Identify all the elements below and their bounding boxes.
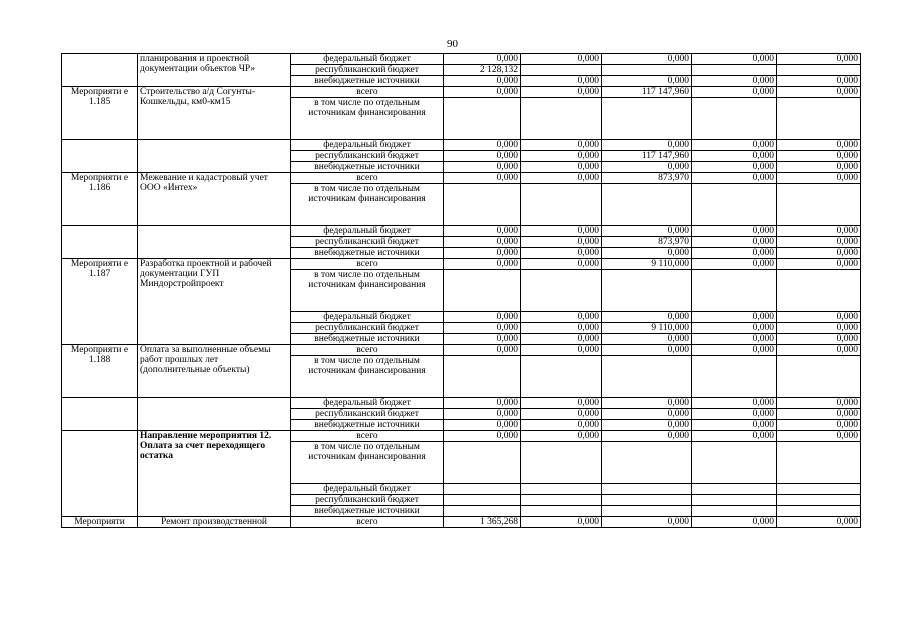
- value-cell-empty: [521, 442, 602, 484]
- value-cell-2: 0,000: [521, 87, 602, 98]
- value-cell-2: 0,000: [521, 226, 602, 237]
- measure-name: Разработка проектной и рабочей документации ГУП Миндорстройпроект: [138, 259, 291, 345]
- value-cell-1: [444, 484, 521, 495]
- value-cell-empty: [444, 442, 521, 484]
- table-row: [62, 87, 861, 98]
- value-cell-1: 0,000: [444, 420, 521, 431]
- funding-source: республиканский бюджет: [291, 237, 444, 248]
- value-cell-3: 873,970: [602, 237, 692, 248]
- measure-number: Мероприяти е 1.185: [62, 87, 138, 140]
- value-cell-empty: [692, 98, 777, 140]
- funding-source-total: всего: [291, 173, 444, 184]
- value-cell-empty: [777, 98, 861, 140]
- value-cell-4: [692, 495, 777, 506]
- value-cell-5: 0,000: [777, 76, 861, 87]
- measure-name: Ремонт производственной: [138, 517, 291, 528]
- value-cell-3: [602, 65, 692, 76]
- value-cell-5: 0,000: [777, 54, 861, 65]
- value-cell-1: 0,000: [444, 323, 521, 334]
- value-cell-5: 0,000: [777, 334, 861, 345]
- funding-source: федеральный бюджет: [291, 398, 444, 409]
- funding-source: республиканский бюджет: [291, 323, 444, 334]
- measure-number: [62, 140, 138, 173]
- value-cell-1: 0,000: [444, 312, 521, 323]
- funding-source: республиканский бюджет: [291, 495, 444, 506]
- value-cell-5: 0,000: [777, 237, 861, 248]
- value-cell-3: 117 147,960: [602, 151, 692, 162]
- value-cell-1: 0,000: [444, 140, 521, 151]
- value-cell-4: 0,000: [692, 237, 777, 248]
- value-cell-empty: [692, 356, 777, 398]
- value-cell-empty: [521, 356, 602, 398]
- value-cell-5: [777, 506, 861, 517]
- value-cell-1: 0,000: [444, 398, 521, 409]
- table-row: [62, 173, 861, 184]
- value-cell-4: 0,000: [692, 173, 777, 184]
- value-cell-2: [521, 484, 602, 495]
- funding-source: внебюджетные источники: [291, 162, 444, 173]
- value-cell-4: 0,000: [692, 76, 777, 87]
- value-cell-5: 0,000: [777, 517, 861, 528]
- value-cell-2: 0,000: [521, 173, 602, 184]
- value-cell-empty: [777, 356, 861, 398]
- value-cell-2: 0,000: [521, 517, 602, 528]
- measure-name: [138, 226, 291, 259]
- value-cell-2: 0,000: [521, 76, 602, 87]
- value-cell-4: 0,000: [692, 334, 777, 345]
- funding-breakdown-label: в том числе по отдельным источникам финансирования: [291, 356, 444, 398]
- table-row: [62, 226, 861, 237]
- table-row: [62, 345, 861, 356]
- value-cell-2: 0,000: [521, 420, 602, 431]
- measure-name: Строительство а/д Согунты-Кошкельды, км0-км15: [138, 87, 291, 140]
- table-row: [62, 140, 861, 151]
- funding-breakdown-label: в том числе по отдельным источникам финансирования: [291, 98, 444, 140]
- value-cell-empty: [777, 270, 861, 312]
- value-cell-4: 0,000: [692, 312, 777, 323]
- financing-table: [61, 53, 861, 528]
- value-cell-1: 0,000: [444, 54, 521, 65]
- value-cell-2: 0,000: [521, 409, 602, 420]
- funding-source: внебюджетные источники: [291, 334, 444, 345]
- value-cell-4: 0,000: [692, 398, 777, 409]
- funding-source: внебюджетные источники: [291, 420, 444, 431]
- value-cell-4: 0,000: [692, 517, 777, 528]
- value-cell-5: 0,000: [777, 248, 861, 259]
- value-cell-2: 0,000: [521, 54, 602, 65]
- funding-source: внебюджетные источники: [291, 506, 444, 517]
- value-cell-5: 0,000: [777, 162, 861, 173]
- table-row: [62, 54, 861, 65]
- funding-source: внебюджетные источники: [291, 76, 444, 87]
- table-row: [62, 398, 861, 409]
- value-cell-4: 0,000: [692, 431, 777, 442]
- value-cell-empty: [602, 270, 692, 312]
- value-cell-empty: [444, 270, 521, 312]
- value-cell-5: 0,000: [777, 226, 861, 237]
- value-cell-4: 0,000: [692, 323, 777, 334]
- value-cell-1: 2 128,132: [444, 65, 521, 76]
- value-cell-2: 0,000: [521, 248, 602, 259]
- value-cell-3: 0,000: [602, 140, 692, 151]
- funding-source-total: всего: [291, 87, 444, 98]
- funding-source: федеральный бюджет: [291, 312, 444, 323]
- value-cell-empty: [602, 98, 692, 140]
- funding-source: республиканский бюджет: [291, 409, 444, 420]
- table-row: [62, 259, 861, 270]
- measure-number: [62, 398, 138, 431]
- value-cell-3: 0,000: [602, 420, 692, 431]
- value-cell-5: 0,000: [777, 140, 861, 151]
- value-cell-1: 0,000: [444, 76, 521, 87]
- funding-breakdown-label: в том числе по отдельным источникам финансирования: [291, 442, 444, 484]
- value-cell-4: 0,000: [692, 248, 777, 259]
- value-cell-3: 0,000: [602, 431, 692, 442]
- measure-name: планирования и проектной документации объектов ЧР»: [138, 54, 291, 87]
- value-cell-3: 0,000: [602, 517, 692, 528]
- value-cell-1: 0,000: [444, 334, 521, 345]
- value-cell-5: 0,000: [777, 312, 861, 323]
- value-cell-1: 0,000: [444, 259, 521, 270]
- value-cell-2: 0,000: [521, 151, 602, 162]
- funding-source-total: всего: [291, 431, 444, 442]
- value-cell-1: 1 365,268: [444, 517, 521, 528]
- value-cell-2: 0,000: [521, 312, 602, 323]
- measure-name: Межевание и кадастровый учет ООО «Интех»: [138, 173, 291, 226]
- value-cell-2: [521, 65, 602, 76]
- value-cell-3: 117 147,960: [602, 87, 692, 98]
- value-cell-1: 0,000: [444, 409, 521, 420]
- value-cell-3: [602, 506, 692, 517]
- value-cell-3: 0,000: [602, 162, 692, 173]
- table-row: [62, 431, 861, 442]
- value-cell-empty: [777, 184, 861, 226]
- measure-number: [62, 54, 138, 87]
- value-cell-4: [692, 65, 777, 76]
- funding-source-total: всего: [291, 345, 444, 356]
- value-cell-3: 0,000: [602, 345, 692, 356]
- value-cell-5: 0,000: [777, 420, 861, 431]
- funding-source: федеральный бюджет: [291, 54, 444, 65]
- value-cell-2: 0,000: [521, 323, 602, 334]
- value-cell-3: 0,000: [602, 409, 692, 420]
- value-cell-2: 0,000: [521, 431, 602, 442]
- value-cell-empty: [602, 442, 692, 484]
- value-cell-5: 0,000: [777, 409, 861, 420]
- value-cell-4: 0,000: [692, 140, 777, 151]
- value-cell-4: [692, 506, 777, 517]
- measure-number: Мероприяти е 1.186: [62, 173, 138, 226]
- value-cell-3: 873,970: [602, 173, 692, 184]
- measure-number: [62, 226, 138, 259]
- value-cell-4: 0,000: [692, 162, 777, 173]
- value-cell-5: 0,000: [777, 431, 861, 442]
- value-cell-1: [444, 506, 521, 517]
- value-cell-4: 0,000: [692, 345, 777, 356]
- value-cell-1: 0,000: [444, 345, 521, 356]
- measure-number: Мероприяти е 1.188: [62, 345, 138, 398]
- value-cell-1: 0,000: [444, 248, 521, 259]
- value-cell-empty: [777, 442, 861, 484]
- funding-breakdown-label: в том числе по отдельным источникам финансирования: [291, 270, 444, 312]
- value-cell-3: [602, 495, 692, 506]
- measure-name: Оплата за выполненные объемы работ прошлых лет (дополнительные объекты): [138, 345, 291, 398]
- value-cell-2: [521, 506, 602, 517]
- page-number: 90: [447, 38, 458, 50]
- value-cell-4: 0,000: [692, 54, 777, 65]
- measure-name: [138, 398, 291, 431]
- funding-source: федеральный бюджет: [291, 484, 444, 495]
- value-cell-1: [444, 495, 521, 506]
- value-cell-2: 0,000: [521, 334, 602, 345]
- value-cell-3: 0,000: [602, 398, 692, 409]
- value-cell-1: 0,000: [444, 173, 521, 184]
- value-cell-1: 0,000: [444, 162, 521, 173]
- value-cell-5: [777, 495, 861, 506]
- value-cell-3: 0,000: [602, 334, 692, 345]
- measure-number: [62, 431, 138, 517]
- funding-breakdown-label: в том числе по отдельным источникам финансирования: [291, 184, 444, 226]
- value-cell-2: 0,000: [521, 259, 602, 270]
- value-cell-3: 0,000: [602, 226, 692, 237]
- value-cell-3: 0,000: [602, 54, 692, 65]
- value-cell-2: 0,000: [521, 345, 602, 356]
- funding-source-total: всего: [291, 259, 444, 270]
- value-cell-5: [777, 484, 861, 495]
- value-cell-empty: [692, 442, 777, 484]
- value-cell-3: 0,000: [602, 312, 692, 323]
- value-cell-5: 0,000: [777, 345, 861, 356]
- value-cell-1: 0,000: [444, 226, 521, 237]
- value-cell-4: 0,000: [692, 259, 777, 270]
- value-cell-1: 0,000: [444, 237, 521, 248]
- funding-source: федеральный бюджет: [291, 140, 444, 151]
- measure-number: Мероприяти: [62, 517, 138, 528]
- value-cell-empty: [444, 98, 521, 140]
- value-cell-empty: [692, 270, 777, 312]
- value-cell-2: 0,000: [521, 237, 602, 248]
- value-cell-4: 0,000: [692, 151, 777, 162]
- funding-source: республиканский бюджет: [291, 65, 444, 76]
- value-cell-empty: [444, 184, 521, 226]
- value-cell-2: 0,000: [521, 140, 602, 151]
- funding-source: внебюджетные источники: [291, 248, 444, 259]
- value-cell-empty: [692, 184, 777, 226]
- value-cell-2: 0,000: [521, 398, 602, 409]
- value-cell-empty: [602, 356, 692, 398]
- value-cell-4: 0,000: [692, 226, 777, 237]
- value-cell-5: 0,000: [777, 259, 861, 270]
- value-cell-5: 0,000: [777, 87, 861, 98]
- value-cell-1: 0,000: [444, 431, 521, 442]
- value-cell-3: 9 110,000: [602, 259, 692, 270]
- value-cell-3: 9 110,000: [602, 323, 692, 334]
- value-cell-4: [692, 484, 777, 495]
- value-cell-empty: [602, 184, 692, 226]
- value-cell-empty: [521, 98, 602, 140]
- value-cell-5: 0,000: [777, 173, 861, 184]
- value-cell-5: 0,000: [777, 151, 861, 162]
- value-cell-1: 0,000: [444, 151, 521, 162]
- value-cell-5: 0,000: [777, 323, 861, 334]
- table-row: [62, 517, 861, 528]
- value-cell-5: 0,000: [777, 398, 861, 409]
- measure-name: Направление мероприятия 12. Оплата за счет переходящего остатка: [138, 431, 291, 517]
- value-cell-empty: [521, 270, 602, 312]
- value-cell-4: 0,000: [692, 87, 777, 98]
- value-cell-4: 0,000: [692, 420, 777, 431]
- value-cell-5: [777, 65, 861, 76]
- measure-name: [138, 140, 291, 173]
- value-cell-empty: [444, 356, 521, 398]
- funding-source: федеральный бюджет: [291, 226, 444, 237]
- value-cell-3: 0,000: [602, 76, 692, 87]
- value-cell-3: 0,000: [602, 248, 692, 259]
- value-cell-3: [602, 484, 692, 495]
- value-cell-1: 0,000: [444, 87, 521, 98]
- measure-number: Мероприяти е 1.187: [62, 259, 138, 345]
- funding-source-total: всего: [291, 517, 444, 528]
- value-cell-empty: [521, 184, 602, 226]
- value-cell-4: 0,000: [692, 409, 777, 420]
- value-cell-2: 0,000: [521, 162, 602, 173]
- funding-source: республиканский бюджет: [291, 151, 444, 162]
- value-cell-2: [521, 495, 602, 506]
